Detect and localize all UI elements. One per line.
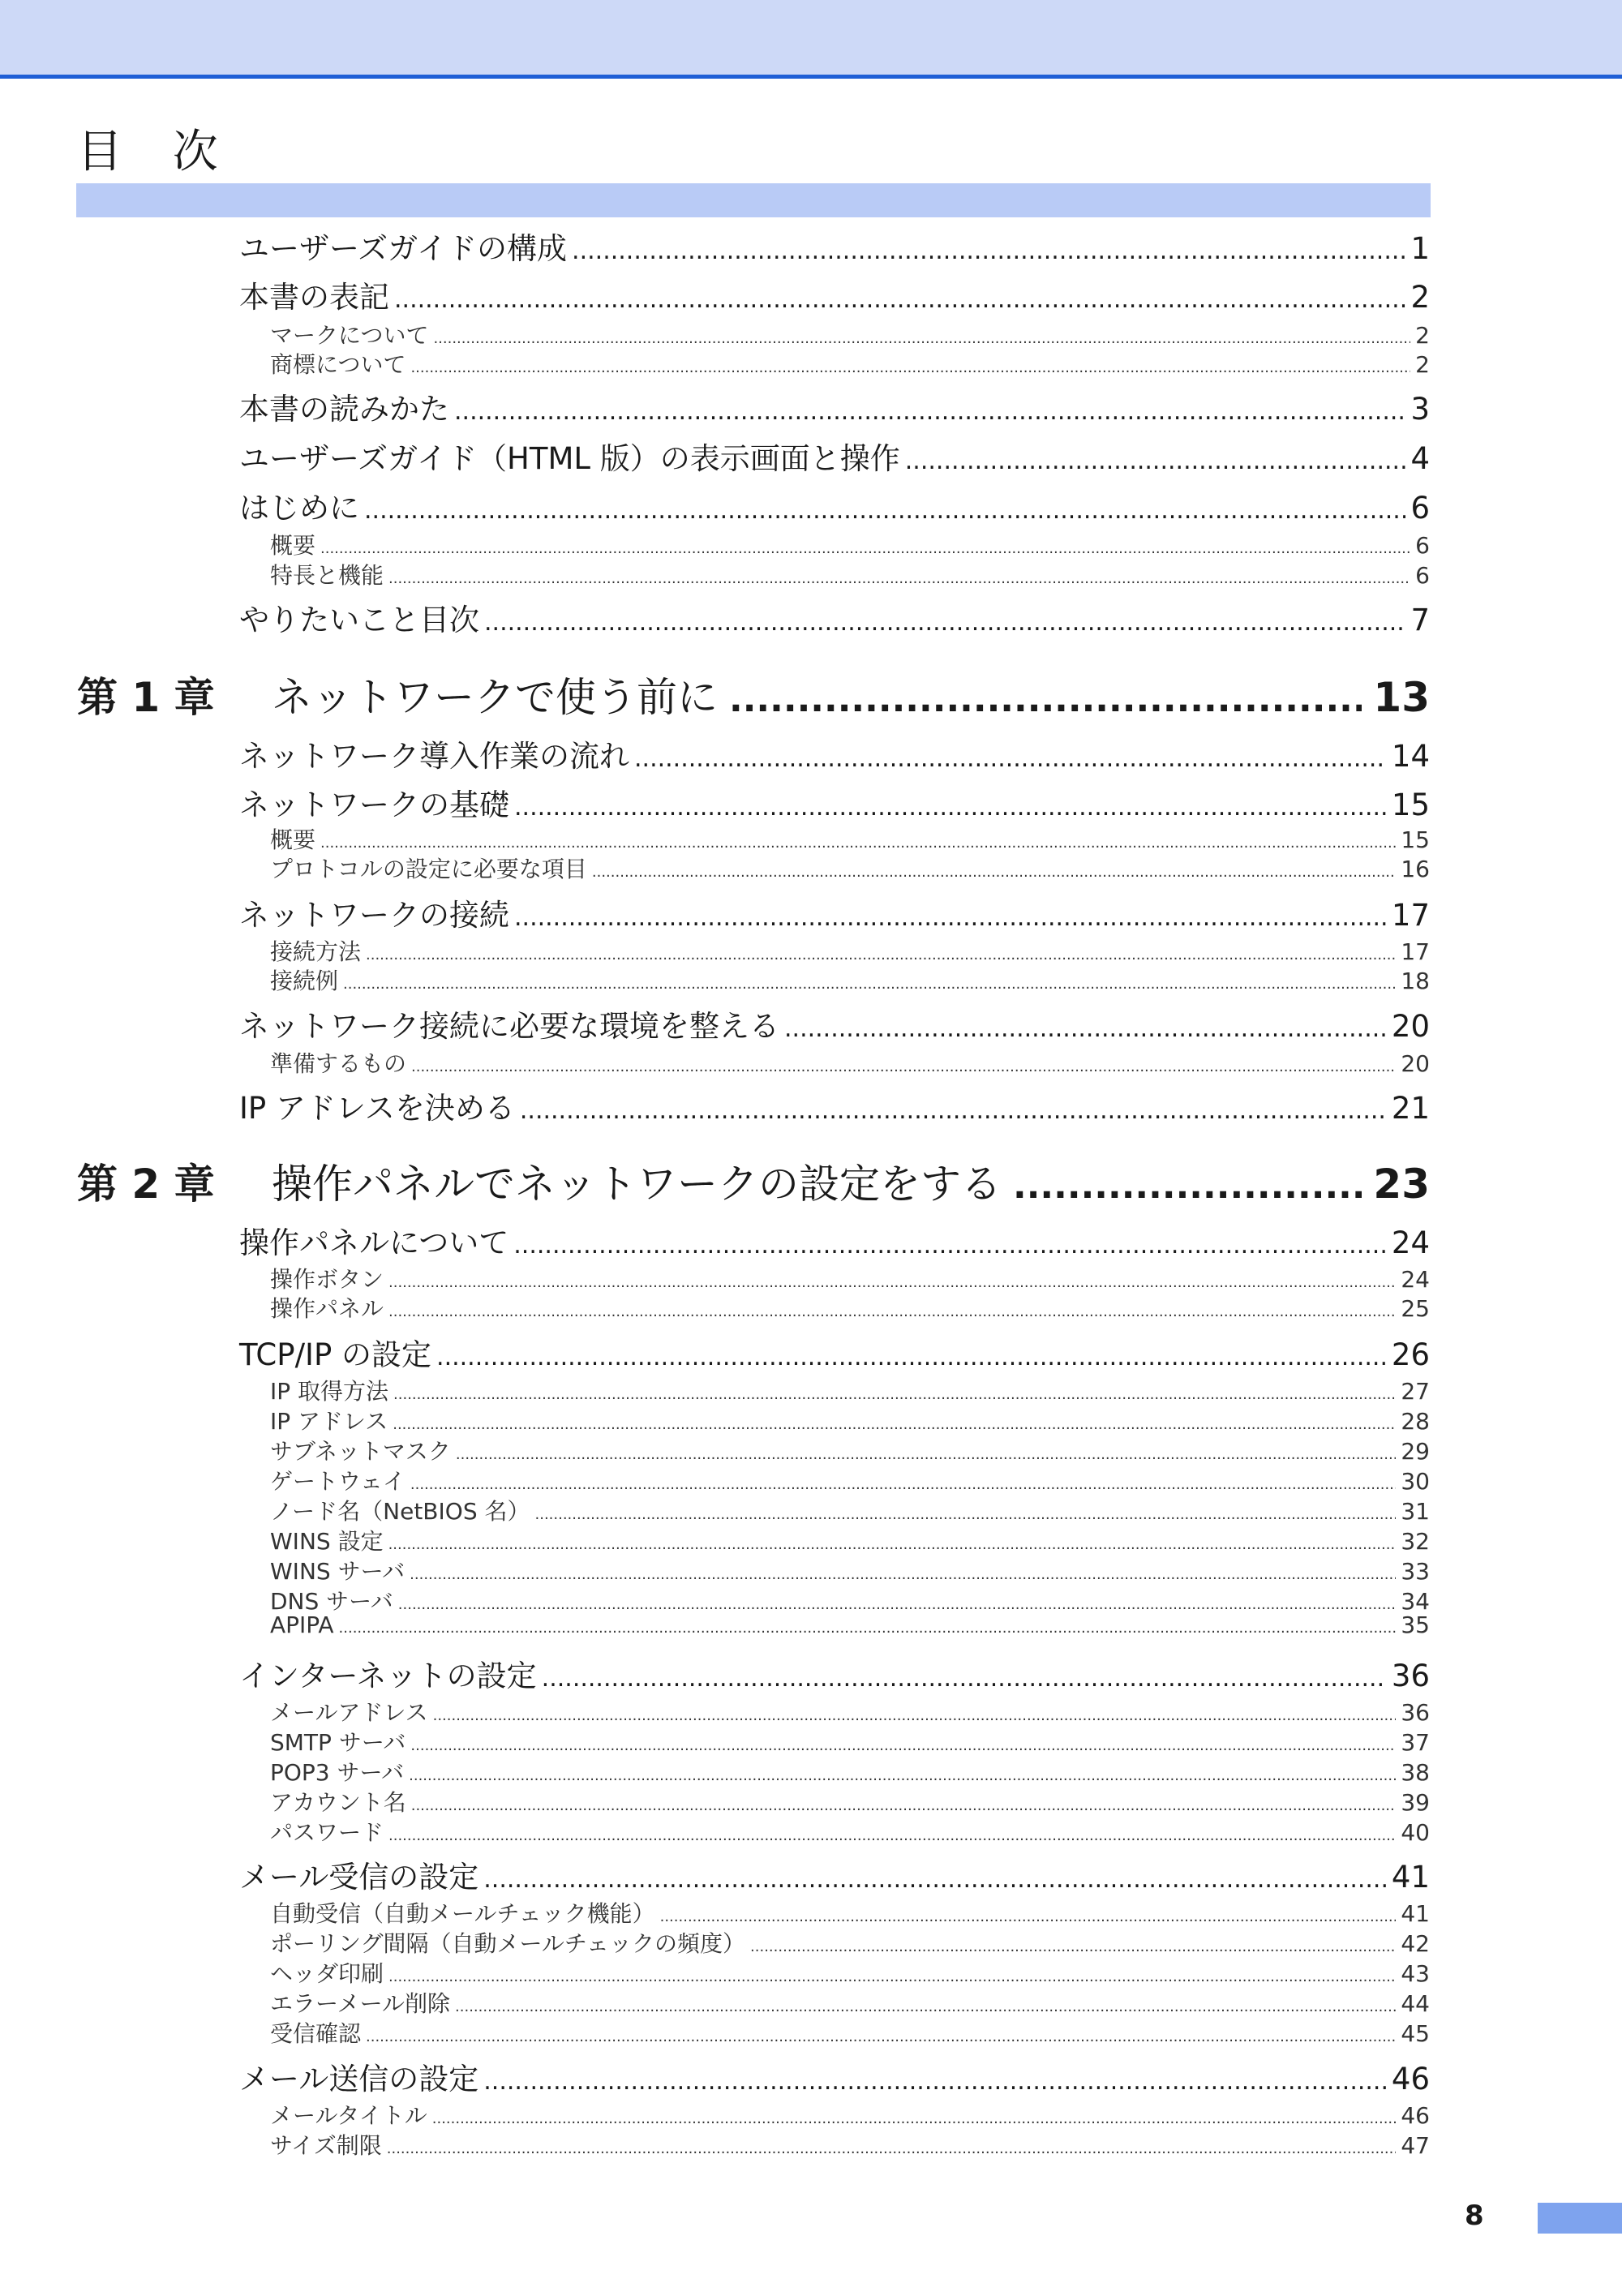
toc-subentry[interactable]	[270, 1434, 1430, 1466]
toc-entry-page: 44	[1401, 1990, 1430, 2017]
chapter-heading[interactable]	[77, 1152, 1430, 1210]
toc-entry-page: 25	[1401, 1295, 1430, 1322]
toc-subentry[interactable]	[270, 1464, 1430, 1496]
toc-subentry[interactable]	[270, 1262, 1430, 1294]
toc-entry-title: 接続例	[270, 968, 339, 994]
toc-subentry[interactable]	[270, 1926, 1430, 1959]
toc-entry-page: 6	[1410, 491, 1430, 526]
leader-dots	[483, 1865, 1387, 1894]
toc-entry-page: 41	[1401, 1900, 1430, 1927]
toc-entry-page: 2	[1415, 322, 1430, 349]
toc-entry-page: 46	[1391, 2062, 1430, 2096]
toc-entry-page: 47	[1401, 2132, 1430, 2159]
toc-entry-title: メール送信の設定	[239, 2062, 479, 2096]
toc-subentry[interactable]	[270, 347, 1430, 380]
toc-entry-page: 21	[1391, 1091, 1430, 1126]
toc-entry[interactable]	[239, 1002, 1430, 1045]
leader-dots	[366, 2028, 1396, 2045]
toc-entry-title: プロトコルの設定に必要な項目	[270, 856, 587, 882]
leader-dots	[388, 1274, 1396, 1291]
toc-subentry[interactable]	[270, 2016, 1430, 2049]
toc-entry-title: 特長と機能	[270, 562, 384, 589]
toc-entry-title: 本書の読みかた	[239, 392, 449, 427]
toc-entry[interactable]	[239, 891, 1430, 934]
toc-subentry[interactable]	[270, 1785, 1430, 1817]
toc-entry[interactable]	[239, 434, 1430, 478]
toc-entry-page: 45	[1401, 2020, 1430, 2047]
leader-dots	[454, 397, 1405, 426]
toc-entry-title: サブネットマスク	[270, 1438, 451, 1465]
toc-entry-page: 3	[1410, 392, 1430, 427]
toc-entry-page: 40	[1401, 1819, 1430, 1846]
leader-dots	[410, 359, 1410, 376]
chapter-number: 第 2 章	[77, 1161, 215, 1208]
leader-dots	[592, 864, 1396, 881]
page-title: 目 次	[77, 126, 236, 178]
toc-entry-page: 38	[1401, 1759, 1430, 1786]
toc-entry-title: POP3 サーバ	[270, 1759, 405, 1786]
leader-dots	[339, 1620, 1397, 1637]
toc-entry-title: アカウント名	[270, 1789, 406, 1816]
toc-subentry[interactable]	[270, 1956, 1430, 1989]
toc-subentry[interactable]	[270, 1896, 1430, 1929]
toc-entry-title: やりたいこと目次	[239, 603, 479, 637]
leader-dots	[388, 1968, 1396, 1985]
toc-entry-title: ユーザーズガイドの構成	[239, 231, 568, 266]
toc-subentry[interactable]	[270, 318, 1430, 350]
toc-subentry[interactable]	[270, 2128, 1430, 2161]
toc-entry-page: 6	[1415, 562, 1430, 589]
toc-subentry[interactable]	[270, 2098, 1430, 2131]
chapter-heading[interactable]	[77, 665, 1430, 723]
toc-entry-title: 操作パネルについて	[239, 1225, 509, 1260]
leader-dots	[905, 447, 1406, 475]
toc-subentry[interactable]	[270, 1986, 1430, 2019]
toc-entry-title: WINS 設定	[270, 1528, 384, 1555]
leader-dots	[409, 1767, 1396, 1784]
toc-subentry[interactable]	[270, 1404, 1430, 1436]
toc-entry-page: 15	[1391, 788, 1430, 822]
leader-dots	[634, 745, 1387, 773]
toc-subentry[interactable]	[270, 1611, 1430, 1638]
toc-entry-page: 15	[1401, 826, 1430, 853]
toc-entry-page: 14	[1391, 739, 1430, 774]
toc-entry-page: 6	[1415, 532, 1430, 559]
leader-dots	[388, 1303, 1396, 1320]
toc-entry-title: メール受信の設定	[239, 1860, 479, 1895]
toc-entry-page: 27	[1401, 1378, 1430, 1405]
leader-dots	[514, 793, 1387, 822]
toc-entry-title: ヘッダ印刷	[270, 1960, 384, 1987]
toc-entry-page: 7	[1410, 603, 1430, 637]
toc-entry[interactable]	[239, 1330, 1430, 1374]
toc-entry-page: 34	[1401, 1588, 1430, 1615]
leader-dots	[398, 1596, 1397, 1613]
leader-dots	[455, 1998, 1396, 2015]
leader-dots	[394, 285, 1405, 314]
leader-dots	[320, 540, 1410, 557]
toc-subentry[interactable]	[270, 1291, 1430, 1324]
leader-dots	[410, 1737, 1396, 1754]
leader-dots	[433, 1707, 1397, 1724]
toc-entry[interactable]	[239, 384, 1430, 428]
toc-entry[interactable]	[239, 2054, 1430, 2098]
toc-entry-title: ネットワーク接続に必要な環境を整える	[239, 1009, 779, 1044]
chapter-title: 操作パネルでネットワークの設定をする	[272, 1161, 1002, 1208]
toc-entry-title: SMTP サーバ	[270, 1729, 406, 1756]
toc-entry[interactable]	[239, 732, 1430, 775]
leader-dots	[572, 237, 1405, 265]
toc-entry[interactable]	[239, 595, 1430, 639]
leader-dots	[343, 976, 1396, 993]
toc-entry[interactable]	[239, 273, 1430, 316]
toc-subentry[interactable]	[270, 1815, 1430, 1848]
toc-entry-title: ネットワークの基礎	[239, 788, 509, 822]
toc-entry-page: 20	[1391, 1009, 1430, 1044]
leader-dots	[520, 1097, 1387, 1125]
leader-dots	[483, 2067, 1387, 2096]
toc-entry-title: 準備するもの	[270, 1050, 407, 1077]
toc-entry-title: 概要	[270, 826, 316, 853]
toc-entry-page: 18	[1401, 968, 1430, 994]
toc-entry-page: 36	[1391, 1659, 1430, 1693]
leader-dots	[436, 1343, 1387, 1371]
leader-dots	[388, 570, 1410, 587]
chapter-number: 第 1 章	[77, 674, 215, 721]
toc-subentry[interactable]	[270, 1046, 1430, 1079]
toc-entry-page: 33	[1401, 1558, 1430, 1585]
toc-subentry[interactable]	[270, 963, 1430, 996]
toc-entry-title: メールアドレス	[270, 1699, 428, 1726]
leader-dots	[660, 1908, 1397, 1925]
toc-entry-page: 17	[1391, 898, 1430, 933]
toc-entry[interactable]	[239, 224, 1430, 268]
leader-dots	[513, 1231, 1387, 1260]
toc-subentry[interactable]	[270, 1554, 1430, 1586]
toc-entry-title: DNS サーバ	[270, 1588, 393, 1615]
toc-entry-page: 1	[1410, 231, 1430, 266]
toc-subentry[interactable]	[270, 558, 1430, 590]
toc-entry-title: はじめに	[239, 491, 359, 526]
toc-entry-page: 17	[1401, 938, 1430, 965]
toc-subentry[interactable]	[270, 1755, 1430, 1787]
toc-subentry[interactable]	[270, 852, 1430, 884]
leader-dots	[366, 946, 1396, 963]
leader-dots	[393, 1386, 1396, 1403]
toc-entry-title: インターネットの設定	[239, 1659, 537, 1693]
toc-entry-page: 35	[1401, 1611, 1430, 1638]
leader-dots	[432, 2110, 1397, 2127]
leader-dots	[411, 1058, 1396, 1075]
toc-entry-title: 操作ボタン	[270, 1266, 384, 1293]
toc-entry-title: ノード名（NetBIOS 名）	[270, 1498, 530, 1525]
toc-subentry[interactable]	[270, 528, 1430, 560]
leader-dots	[433, 330, 1410, 347]
leader-dots	[410, 1566, 1396, 1583]
toc-entry-page: 42	[1401, 1930, 1430, 1957]
toc-entry-page: 24	[1401, 1266, 1430, 1293]
toc-entry-title: ユーザーズガイド（HTML 版）の表示画面と操作	[239, 441, 900, 476]
leader-dots	[320, 835, 1396, 852]
toc-entry-page: 26	[1391, 1337, 1430, 1372]
leader-dots	[410, 1476, 1396, 1493]
leader-dots	[411, 1797, 1397, 1814]
leader-dots	[387, 2140, 1397, 2157]
toc-entry-page: 43	[1401, 1960, 1430, 1987]
toc-entry-title: 概要	[270, 532, 316, 559]
toc-entry-page: 30	[1401, 1468, 1430, 1495]
toc-entry[interactable]	[239, 780, 1430, 824]
leader-dots	[535, 1506, 1397, 1523]
leader-dots	[750, 1938, 1396, 1955]
leader-dots	[514, 903, 1387, 932]
toc-entry-title: IP アドレス	[270, 1408, 388, 1435]
toc-entry-page: 16	[1401, 856, 1430, 882]
toc-entry-title: メールタイトル	[270, 2102, 427, 2129]
leader-dots	[542, 1664, 1387, 1693]
toc-subentry[interactable]	[270, 1725, 1430, 1757]
toc-subentry[interactable]	[270, 1695, 1430, 1727]
toc-entry-title: ネットワークの接続	[239, 898, 509, 933]
toc-entry-page: 39	[1401, 1789, 1430, 1816]
toc-entry-title: マークについて	[270, 322, 429, 349]
toc-entry-page: 36	[1401, 1699, 1430, 1726]
toc-entry-title: APIPA	[270, 1611, 334, 1638]
toc-entry-page: 46	[1401, 2102, 1430, 2129]
leader-dots	[364, 496, 1405, 525]
leader-dots	[393, 1416, 1396, 1433]
toc-entry[interactable]	[239, 1218, 1430, 1262]
leader-dots	[729, 679, 1362, 720]
chapter-title: ネットワークで使う前に	[272, 674, 718, 721]
toc-entry[interactable]	[239, 1651, 1430, 1695]
toc-entry[interactable]	[239, 483, 1430, 527]
toc-entry-page: 37	[1401, 1729, 1430, 1756]
leader-dots	[456, 1446, 1396, 1463]
toc-entry-page: 2	[1410, 280, 1430, 315]
page-number: 8	[1465, 2199, 1484, 2232]
toc-entry[interactable]	[239, 1852, 1430, 1896]
leader-dots	[784, 1015, 1387, 1043]
toc-subentry[interactable]	[270, 822, 1430, 855]
leader-dots	[388, 1536, 1397, 1553]
toc-entry-title: サイズ制限	[270, 2132, 382, 2159]
toc-entry[interactable]	[239, 1084, 1430, 1127]
toc-entry-page: 32	[1401, 1528, 1430, 1555]
toc-entry-page: 4	[1410, 441, 1430, 476]
toc-subentry[interactable]	[270, 1494, 1430, 1526]
toc-subentry[interactable]	[270, 1374, 1430, 1406]
toc-entry-title: IP アドレスを決める	[239, 1091, 515, 1126]
toc-entry-title: 商標について	[270, 351, 406, 378]
toc-entry-title: エラーメール削除	[270, 1990, 451, 2017]
toc-entry-title: ゲートウェイ	[270, 1468, 406, 1495]
toc-subentry[interactable]	[270, 934, 1430, 967]
toc-entry-title: ネットワーク導入作業の流れ	[239, 739, 629, 774]
toc-entry-page: 20	[1401, 1050, 1430, 1077]
toc-entry-page: 24	[1391, 1225, 1430, 1260]
toc-entry-title: 自動受信（自動メールチェック機能）	[270, 1900, 655, 1927]
toc-entry-title: TCP/IP の設定	[239, 1337, 432, 1372]
title-underline-band	[76, 183, 1431, 217]
toc-entry-title: ポーリング間隔（自動メールチェックの頻度）	[270, 1930, 746, 1957]
toc-entry-title: 本書の表記	[239, 280, 389, 315]
toc-entry-title: 接続方法	[270, 938, 362, 965]
leader-dots	[484, 608, 1405, 637]
toc-entry-title: IP 取得方法	[270, 1378, 389, 1405]
chapter-page: 13	[1373, 674, 1430, 721]
toc-entry-page: 28	[1401, 1408, 1430, 1435]
header-band	[0, 0, 1622, 79]
toc-entry-page: 2	[1415, 351, 1430, 378]
toc-entry-page: 41	[1391, 1860, 1430, 1895]
toc-entry-title: 操作パネル	[270, 1295, 384, 1322]
leader-dots	[1013, 1165, 1362, 1207]
toc-entry-page: 29	[1401, 1438, 1430, 1465]
corner-tab	[1538, 2203, 1622, 2234]
toc-entry-page: 31	[1401, 1498, 1430, 1525]
toc-entry-title: パスワード	[270, 1819, 384, 1846]
leader-dots	[388, 1827, 1396, 1844]
toc-entry-title: WINS サーバ	[270, 1558, 406, 1585]
toc-subentry[interactable]	[270, 1524, 1430, 1556]
chapter-page: 23	[1373, 1161, 1430, 1208]
toc-entry-title: 受信確認	[270, 2020, 362, 2047]
